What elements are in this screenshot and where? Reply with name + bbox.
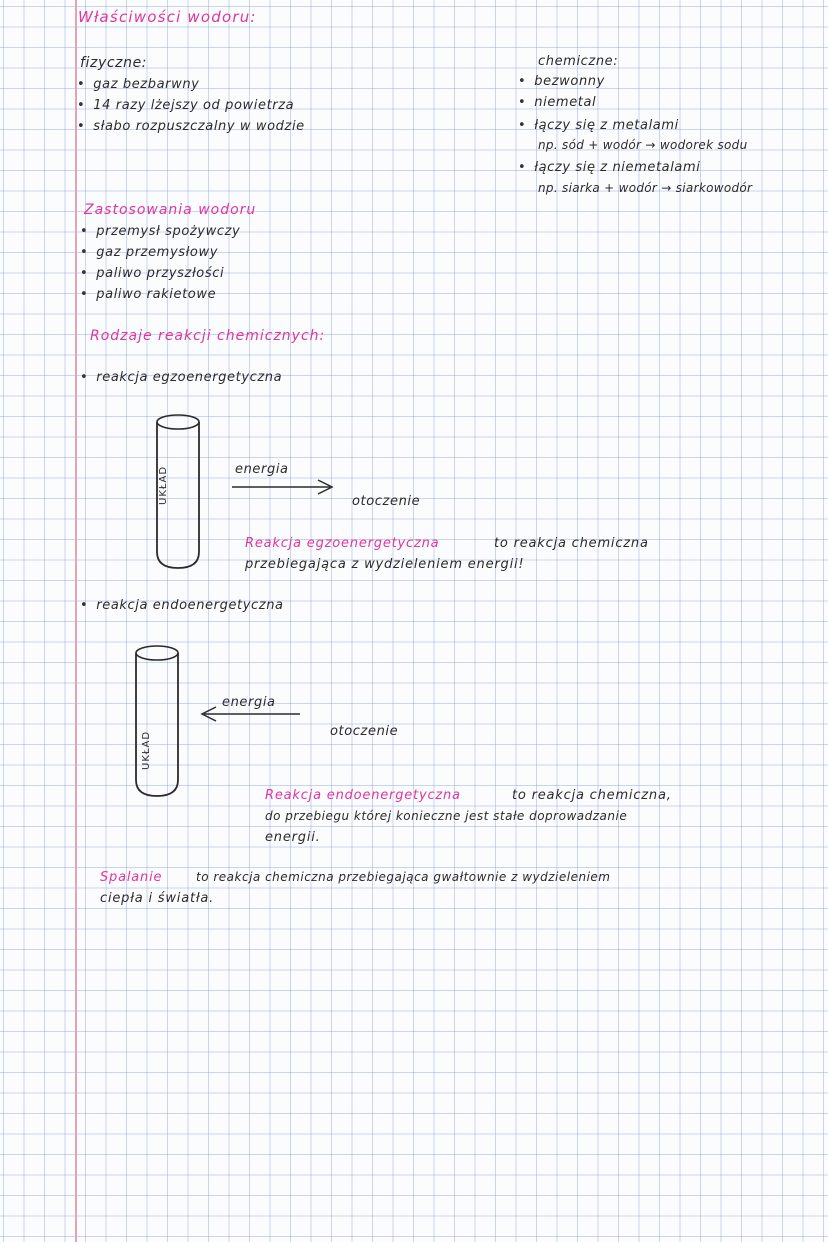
exo-def-line1: to reakcja chemiczna bbox=[494, 536, 649, 551]
margin-line bbox=[75, 0, 77, 1242]
reactions-heading: Rodzaje reakcji chemicznych: bbox=[90, 328, 326, 344]
endo-def-term: Reakcja endoenergetyczna bbox=[265, 788, 461, 803]
endo-energy-arrow bbox=[198, 705, 308, 725]
endo-energy-label: energia bbox=[222, 695, 276, 710]
exo-energy-label: energia bbox=[235, 462, 289, 477]
exo-def-line2: przebiegająca z wydzieleniem energii! bbox=[245, 557, 525, 572]
endo-def-line2: do przebiegu której konieczne jest stałe doprowadzanie bbox=[265, 809, 628, 823]
uses-item: • paliwo rakietowe bbox=[80, 287, 216, 302]
physical-item: • 14 razy lżejszy od powietrza bbox=[77, 98, 294, 113]
uses-item: • paliwo przyszłości bbox=[80, 266, 224, 281]
chemical-item: • łączy się z niemetalami bbox=[518, 160, 700, 175]
physical-item: • słabo rozpuszczalny w wodzie bbox=[77, 119, 305, 134]
endo-test-tube bbox=[130, 640, 190, 805]
endo-system-label: UKŁAD bbox=[141, 730, 152, 770]
endo-def-line1: to reakcja chemiczna, bbox=[512, 788, 672, 803]
exo-def-term: Reakcja egzoenergetyczna bbox=[245, 536, 440, 551]
exo-system-label: UKŁAD bbox=[158, 465, 169, 505]
physical-heading: fizyczne: bbox=[80, 55, 148, 71]
combustion-line1: to reakcja chemiczna przebiegająca gwałtownie z wydzieleniem bbox=[196, 870, 611, 884]
combustion-line2: ciepła i światła. bbox=[100, 891, 215, 906]
exo-energy-arrow bbox=[230, 478, 340, 498]
chemical-item: • niemetal bbox=[518, 95, 596, 110]
endo-def-line3: energii. bbox=[265, 830, 321, 845]
exo-label: • reakcja egzoenergetyczna bbox=[80, 370, 282, 385]
uses-heading: Zastosowania wodoru bbox=[84, 202, 257, 218]
exo-surroundings-label: otoczenie bbox=[352, 494, 421, 509]
combustion-term: Spalanie bbox=[100, 870, 163, 885]
chemical-heading: chemiczne: bbox=[538, 54, 619, 69]
physical-item: • gaz bezbarwny bbox=[77, 77, 199, 92]
uses-item: • przemysł spożywczy bbox=[80, 224, 240, 239]
endo-surroundings-label: otoczenie bbox=[330, 724, 399, 739]
chemical-example: np. sód + wodór → wodorek sodu bbox=[538, 138, 748, 152]
endo-label: • reakcja endoenergetyczna bbox=[80, 598, 284, 613]
chemical-example: np. siarka + wodór → siarkowodór bbox=[538, 181, 753, 195]
page-title: Właściwości wodoru: bbox=[78, 8, 257, 26]
uses-item: • gaz przemysłowy bbox=[80, 245, 218, 260]
chemical-item: • bezwonny bbox=[518, 74, 605, 89]
chemical-item: • łączy się z metalami bbox=[518, 118, 679, 133]
